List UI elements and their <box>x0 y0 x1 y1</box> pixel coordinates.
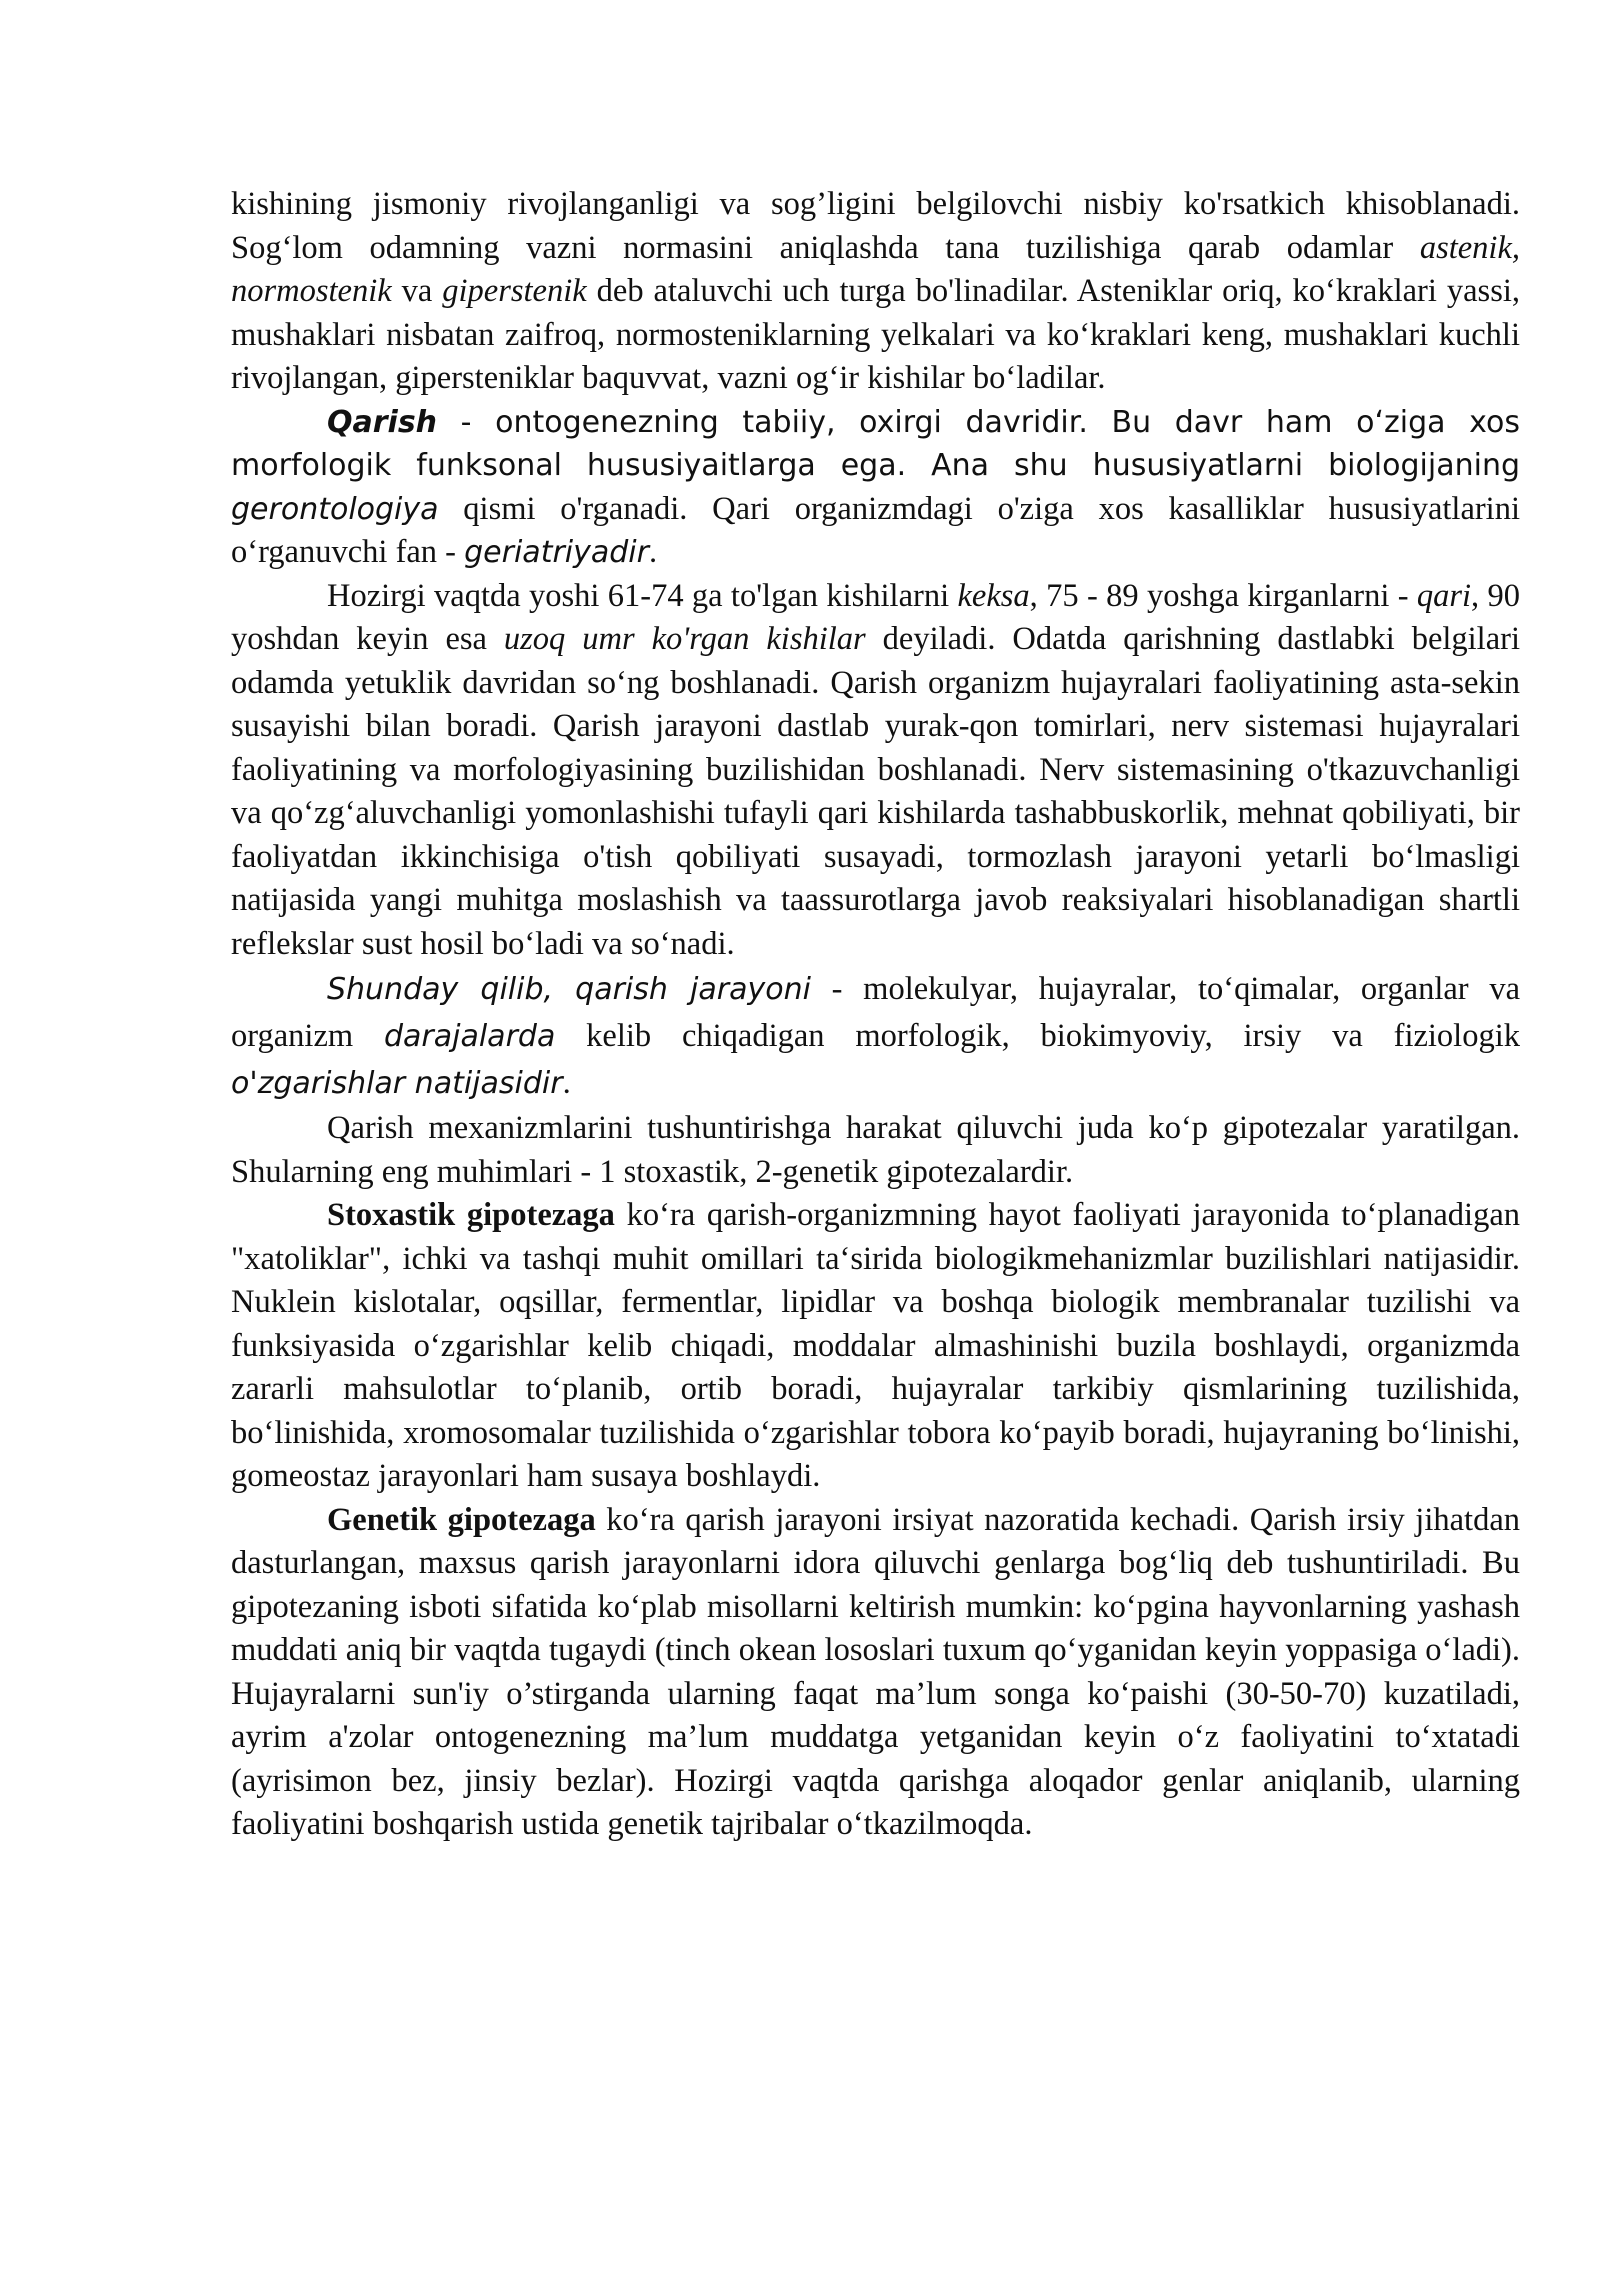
paragraph-text: kishining jismoniy rivojlanganligi va sog’ligini belgilovchi nisbiy ko'rsatkich khisoblanadi. Sogʻlom odamning vazni normasini aniqlashda tana tuzilishiga qarab odamlar <box>231 186 1520 266</box>
term-darajalarda: darajalarda <box>383 1019 556 1054</box>
paragraph-age-groups <box>231 575 1520 967</box>
paragraph-text: Hozirgi vaqtda yoshi 61-74 ga to'lgan kishilarni <box>327 577 958 614</box>
paragraph-text: deyiladi. Odatda qarishning dastlabki belgilari odamda yetuklik davridan soʻng boshlanadi. Qarish organizm hujayralari faoliyatining asta-sekin susayishi bilan boradi. Qarish jarayoni dastlab yurak-qon tomirlari, nerv sistemasi hujayralari faoliyatining va morfologiyasining buzilishidan boshlanadi. Nerv sistemasining o'tkazuvchanligi va qoʻzgʻaluvchanligi yomonlashishi tufayli qari kishilarda tashabbuskorlik, mehnat qobiliyati, bir faoliyatdan ikkinchisiga o'tish qobiliyati susayadi, tormozlash jarayoni yetarli boʻlmasligi natijasida yangi muhitga moslashish va taassurotlarga javob reaksiyalari hisoblanadigan shartli reflekslar sust hosil bo‘ladi va so‘nadi. <box>231 621 1520 962</box>
term-qarish-text: Qarish <box>327 404 438 440</box>
paragraph-text: - ontogenezning tabiiy, oxirgi davridir. Bu davr ham oʻziga xos morfologik funksonal hususiyaitlarga ega. Ana shu hususiyatlarni biologijaning <box>231 404 1520 483</box>
term-genetik-gipotezaga: Genetik gipotezaga <box>327 1501 596 1538</box>
paragraph-summary <box>231 966 1520 1107</box>
paragraph-text: kelib chiqadigan morfologik, biokimyoviy, irsiy va fiziologik <box>555 1018 1520 1054</box>
paragraph-text: , 75 - 89 yoshga kirganlarni - <box>1029 577 1417 614</box>
document-page <box>231 183 1520 1847</box>
paragraph-text: deb ataluvchi uch turga bo'linadilar. Asteniklar oriq, koʻkraklari yassi, mushaklari nisbatan zaifroq, normosteniklarning yelkalari va koʻkraklari keng, mushaklari kuchli rivojlangan, gipersteniklar baquvvat, vazni ogʻir kishilar boʻladilar. <box>231 273 1520 396</box>
paragraph-text: ko‘ra qarish jarayoni irsiyat nazoratida kechadi. Qarish irsiy jihatdan dasturlangan, maxsus qarish jarayonlarni idora qiluvchi genlarga bog‘liq deb tushuntiriladi. Bu gipotezaning isboti sifatida ko‘plab misollarni keltirish mumkin: ko‘pgina hayvonlarning yashash muddati aniq bir vaqtda tugaydi (tinch okean lososlari tuxum qo‘yganidan keyin yoppasiga o‘ladi). Hujayralarni sun'iy o’stirganda ularning faqat ma’lum songa ko‘paishi (30-50-70) kuzatiladi, ayrim a'zolar ontogenezning ma’lum muddatga yetganidan keyin o‘z faoliyatini to‘xtatadi (ayrisimon bez, jinsiy bezlar). Hozirgi vaqtda qarishga aloqador genlar aniqlanib, ularning faoliyatini boshqarish ustida genetik tajribalar o‘tkazilmoqda. <box>231 1501 1520 1842</box>
term-gerontologiya: gerontologiya <box>231 491 439 527</box>
paragraph-text: Qarish mexanizmlarini tushuntirishga harakat qiluvchi juda ko‘p gipotezalar yaratilgan. Shularning eng muhimlari - 1 stoxastik, 2-genetik gipotezalardir. <box>231 1110 1520 1190</box>
term-uzoq-umr: uzoq umr ko'rgan kishilar <box>503 621 866 657</box>
term-giperstenik: giperstenik <box>442 273 587 309</box>
paragraph-hypotheses <box>231 1107 1520 1194</box>
term-qarish-jarayoni: Shunday qilib, qarish jarayoni <box>327 972 811 1007</box>
paragraph-text: qismi o'rganadi. Qari organizmdagi o'ziga xos kasalliklar hususiyatlarini oʻrganuvchi fan - <box>231 490 1520 570</box>
paragraph-text: . <box>648 534 658 570</box>
paragraph-text: . <box>562 1065 571 1101</box>
term-geriatriyadir: geriatriyadir <box>464 535 649 570</box>
term-keksa: keksa <box>957 577 1030 614</box>
term-ozgarishlar: o'zgarishlar natijasidir <box>231 1066 563 1101</box>
paragraph-genetic <box>231 1499 1520 1847</box>
paragraph-text: va <box>391 273 443 309</box>
paragraph-qarish <box>231 401 1520 575</box>
term-stoxastik-gipotezaga: Stoxastik gipotezaga <box>327 1197 615 1233</box>
paragraph-text: ko‘ra qarish-organizmning hayot faoliyati jarayonida to‘planadigan "xatoliklar", ichki va tashqi muhit omillari ta‘sirida biologikmehanizmlar buzilishlari natijasidir. Nuklein kislotalar, oqsillar, fermentlar, lipidlar va boshqa biologik membranalar tuzilishi va funksiyasida o‘zgarishlar kelib chiqadi, moddalar almashinishi buzila boshlaydi, organizmda zararli mahsulotlar to‘planib, ortib boradi, hujayralar tarkibiy qismlarining tuzilishida, bo‘linishida, xromosomalar tuzilishida o‘zgarishlar tobora ko‘payib boradi, hujayraning bo‘linishi, gomeostaz jarayonlari ham susaya boshlaydi. <box>231 1197 1520 1494</box>
paragraph-stochastic <box>231 1194 1520 1499</box>
paragraph-body-types <box>231 183 1520 401</box>
paragraph-text: - molekulyar, hujayralar, to‘qimalar, organlar va organizm <box>231 971 1520 1054</box>
term-qari: qari <box>1416 577 1472 614</box>
term-qarish <box>327 405 437 440</box>
paragraph-text: , 90 yoshdan keyin esa <box>231 577 1521 657</box>
term-astenik-normostenik: astenik, normostenik <box>231 229 1520 309</box>
